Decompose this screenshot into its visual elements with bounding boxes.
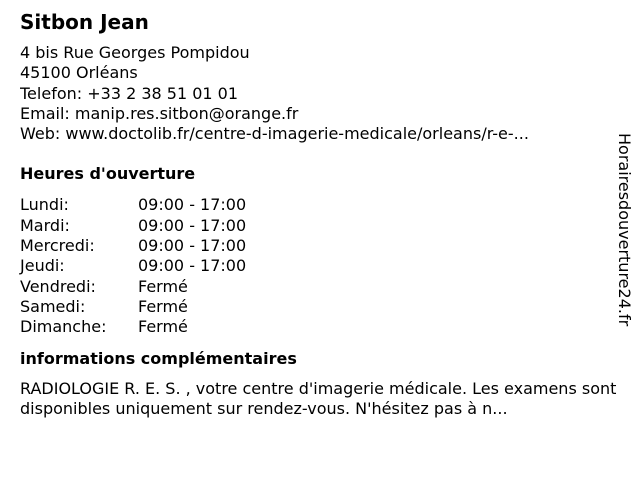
time-value: 09:00 - 17:00 xyxy=(138,256,247,276)
additional-info-title: informations complémentaires xyxy=(20,348,297,368)
phone-line: Telefon: +33 2 38 51 01 01 xyxy=(20,83,239,103)
day-label: Jeudi: xyxy=(20,256,65,276)
hours-row-thursday xyxy=(20,256,610,276)
time-value: Fermé xyxy=(138,296,188,316)
day-label: Samedi: xyxy=(20,296,86,316)
email-line: Email: manip.res.sitbon@orange.fr xyxy=(20,103,299,123)
hours-row-friday xyxy=(20,277,610,297)
hours-row-monday xyxy=(20,195,610,215)
day-label: Vendredi: xyxy=(20,276,96,296)
address-street: 4 bis Rue Georges Pompidou xyxy=(20,43,250,62)
day-label: Mardi: xyxy=(20,215,70,235)
business-name: Sitbon Jean xyxy=(20,10,149,34)
hours-row-tuesday xyxy=(20,216,610,236)
web-line: Web: www.doctolib.fr/centre-d-imagerie-medicale/orleans/r-e-... xyxy=(20,124,529,144)
time-value: 09:00 - 17:00 xyxy=(138,195,247,215)
day-label: Lundi: xyxy=(20,195,69,215)
site-watermark: Horairesdouverture24.fr xyxy=(615,133,634,327)
day-label: Mercredi: xyxy=(20,236,95,256)
hours-row-saturday xyxy=(20,297,610,317)
time-value: 09:00 - 17:00 xyxy=(138,215,247,235)
additional-info-text: RADIOLOGIE R. E. S. , votre centre d'imagerie médicale. Les examens sont disponibles uniquement sur rendez-vous. N'hésitez pas à n... xyxy=(20,378,617,419)
opening-hours-table xyxy=(20,195,610,337)
opening-hours-title: Heures d'ouverture xyxy=(20,164,196,184)
hours-row-sunday xyxy=(20,317,610,337)
hours-row-wednesday xyxy=(20,236,610,256)
day-label: Dimanche: xyxy=(20,317,107,337)
business-card xyxy=(20,8,617,420)
time-value: Fermé xyxy=(138,276,188,296)
address-city: 45100 Orléans xyxy=(20,63,138,83)
time-value: Fermé xyxy=(138,317,188,337)
time-value: 09:00 - 17:00 xyxy=(138,236,247,256)
